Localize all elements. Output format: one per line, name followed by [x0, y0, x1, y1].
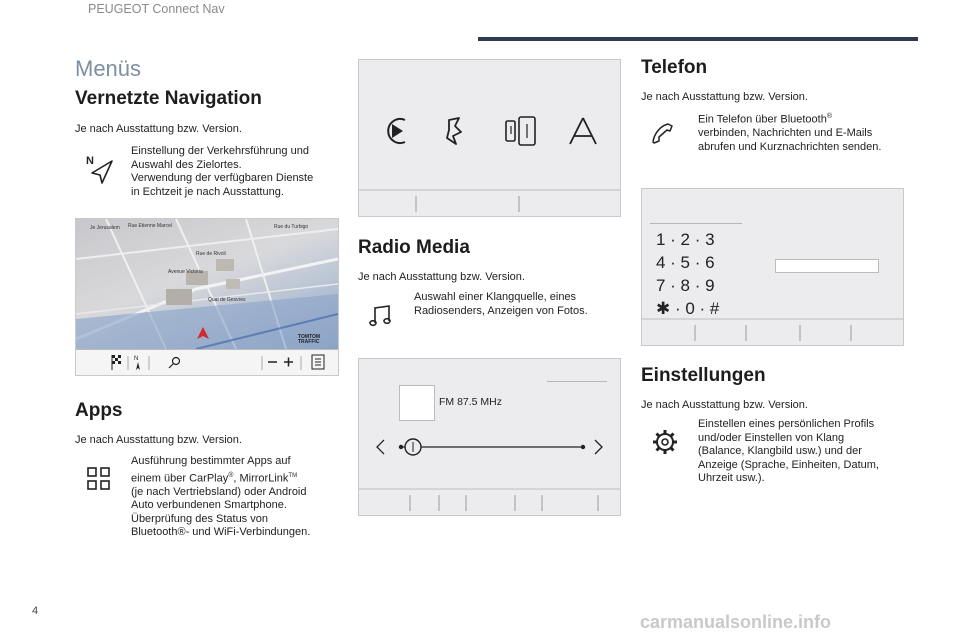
radio-desc-line-2: Radiosenders, Anzeigen von Fotos. [414, 304, 588, 317]
watermark: carmanualsonline.info [640, 612, 832, 632]
peugeot-lion-icon [447, 118, 461, 144]
tomtom-traffic-logo [298, 335, 320, 345]
telefon-desc-line-2: verbinden, Nachrichten und E-Mails [698, 127, 873, 140]
apps-desc-line-5: Überprüfung des Status von [131, 512, 268, 525]
keypad-row: 7 · 8 · 9 [656, 276, 715, 295]
music-note-icon [368, 303, 394, 334]
nav-subtitle: Je nach Ausstattung bzw. Version. [75, 123, 242, 135]
apps-desc-carplay: einem über CarPlay [131, 472, 229, 485]
apps-description [131, 455, 346, 540]
apps-subtitle: Je nach Ausstattung bzw. Version. [75, 434, 242, 446]
android-auto-icon [570, 118, 596, 144]
next-station-icon [595, 440, 602, 454]
apps-desc-mirrorlink: , MirrorLink [233, 472, 289, 485]
apps-screen-panel [358, 59, 621, 217]
radio-desc-line-1: Auswahl einer Klangquelle, eines [414, 291, 577, 303]
phone-handset-icon [650, 122, 676, 153]
magnifier-icon [169, 358, 180, 369]
radio-screen-panel [358, 358, 621, 516]
play-icon [388, 119, 405, 143]
tomtom-label: TOMTOM [298, 334, 321, 340]
running-header: PEUGEOT Connect Nav [88, 2, 225, 16]
apps-grid-icon [86, 466, 112, 497]
checkered-flag-icon [112, 355, 121, 370]
apps-desc-line-6: Bluetooth®- und WiFi-Verbindungen. [131, 526, 311, 539]
previous-station-icon [377, 440, 384, 454]
traffic-label: TRAFFIC [298, 339, 320, 345]
navigation-icon [86, 153, 116, 192]
map-toolbar [76, 349, 338, 375]
settings-section-title: Einstellungen [641, 365, 766, 386]
map-street-label: Quai de Gesvres [208, 297, 246, 303]
telefon-screen-panel [641, 188, 904, 346]
phone-mirroring-icon [506, 117, 535, 145]
radio-section-title: Radio Media [358, 237, 470, 258]
settings-desc-line-5: Uhrzeit usw.). [698, 472, 765, 484]
apps-desc-line-1: Ausführung bestimmter Apps auf [131, 455, 291, 467]
settings-desc-line-1: Einstellen eines persönlichen Profils [698, 418, 875, 430]
telefon-section-title: Telefon [641, 57, 708, 78]
nav-desc-line-3: Verwendung der verfügbaren Dienste [131, 172, 314, 184]
radio-subtitle: Je nach Ausstattung bzw. Version. [358, 271, 525, 283]
map-view [76, 219, 338, 349]
apps-desc-line-3: (je nach Vertriebsland) oder Android [131, 485, 307, 498]
telefon-desc-line-3: abrufen und Kurznachrichten senden. [698, 140, 882, 153]
apps-section-title: Apps [75, 400, 123, 421]
header-bar [478, 37, 918, 41]
trademark-mark: TM [288, 472, 298, 479]
nav-desc-line-2: Auswahl des Zielortes. [131, 158, 242, 171]
map-street-label: Je Jerusalem [90, 225, 120, 231]
telefon-desc-bluetooth: Ein Telefon über Bluetooth [698, 113, 827, 126]
page-number: 4 [32, 605, 39, 617]
keypad-row: 1 · 2 · 3 [656, 230, 715, 249]
settings-desc-line-4: Anzeige (Sprache, Einheiten, Datum, [698, 458, 879, 471]
registered-mark: ® [228, 471, 234, 479]
map-screen-panel [75, 218, 339, 376]
apps-desc-line-4: Auto verbundenen Smartphone. [131, 499, 287, 512]
keypad-row: 4 · 5 · 6 [656, 253, 715, 272]
keypad-row: ✱ · 0 · # [656, 299, 720, 318]
svg-text:N: N [86, 155, 94, 167]
telefon-description [698, 110, 908, 154]
settings-desc-line-2: und/oder Einstellen von Klang [698, 431, 845, 444]
gear-icon [651, 428, 679, 461]
nav-description [131, 145, 341, 199]
radio-frequency-label: FM 87.5 MHz [439, 396, 503, 408]
map-street-label: Avenue Victoria [168, 269, 203, 275]
map-street-label: Rue du Turbigo [274, 224, 309, 230]
compass-north-label: N [134, 356, 139, 362]
nav-section-title: Vernetzte Navigation [75, 88, 262, 109]
map-street-label: Rue Etienne Marcel [128, 223, 172, 229]
settings-subtitle: Je nach Ausstattung bzw. Version. [641, 399, 808, 411]
registered-mark: ® [826, 113, 833, 120]
page-heading: Menüs [75, 56, 142, 81]
settings-description [698, 418, 908, 486]
nav-desc-line-1: Einstellung der Verkehrsführung und [131, 145, 309, 157]
settings-desc-line-3: (Balance, Klangbild usw.) und der [698, 445, 862, 457]
telefon-desc-line-1 [698, 110, 908, 127]
apps-desc-line-2 [131, 469, 346, 486]
radio-description [414, 291, 619, 318]
map-street-label: Rue de Rivoli [196, 251, 226, 257]
nav-desc-line-4: in Echtzeit je nach Ausstattung. [131, 185, 284, 198]
telefon-subtitle: Je nach Ausstattung bzw. Version. [641, 91, 808, 103]
